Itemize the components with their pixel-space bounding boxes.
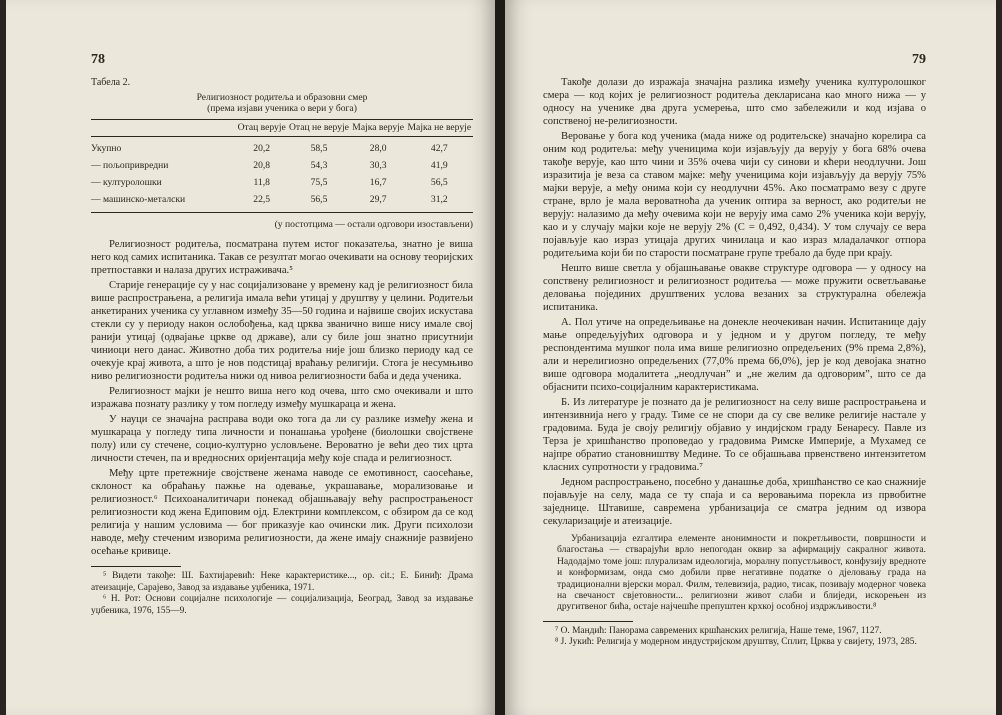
table-cell: 20,2 [253,143,271,154]
table-row [91,191,473,213]
block-quote: Урбанизација ezгaлтира елементе анонимности и покретљивости, површности и благостања — стварајући врло непогодан оквир за афирмацију сакралног живота. Надодајмо томе још: плурализам идеологија, моралну попустљивост, конфузију вредноте и конформизам, онда смо добили прве негативне податке о дјеловању града на традиционални вјерски морал. Филм, телевизија, радио, тисак, позивају модерног човека на свечаност свјетовности... религиозни живот слаби и блиједи, искорењен из другитвеног бића, остаје најчешће препуштен крхкој особној издржљивости.⁸ [557,533,926,613]
table-row-label: — машинско-металски [91,191,236,213]
body-paragraph: А. Пол утиче на опредељивање на донекле неочекиван начин. Испитанице дају мање опредељујућих одговора и у једном и у другом погледу, те међу респондентима мушког пола има више религиозно опредељених (9% према 2,8%), али и нерелигиозно опредељених (77,0% према 66,0%), јер је код девојака знатно више одговора модалитета „неодлучан” и „не желим да одговорим”, што се да објаснити психо-социјалним карактеристикама. [543,317,926,393]
page-number-left: 78 [91,52,105,67]
table-cell: 29,7 [351,191,406,213]
footnote: ⁵ Видети такође: Ш. Бахтијаревић: Неке карактеристике..., op. cit.; Е. Биниђ: Драма атеизације, Сарајево, Завод за издавање уџбеника, 1971. [91,571,473,593]
body-paragraph: Старије генерације су у нас социјализоване у времену кад је религиозност била више распрострањена, а религија имала већи утицај у друштву у целини. Родитељи анкетираних ученика су углавном између 35—50 година и највише својих искустава стекли су у периоду након ослобођења, кад црква званично више нису имале свој ранији утицај (одвајање цркве од државе), али су биле још знатно присутнији чиниоци него данас. Животно доба тих родитеља није још близко периоду кад се очекује крај живота, а што је нов подстицај враћању религији. Стога је несумњиво ниво религиозности родитеља нижи од нивоа религиозности баба и деда ученика. [91,280,473,382]
footnote-divider [91,566,181,567]
body-paragraph: Такође долази до изражаја значајна разлика између ученика културолошког смера — код којих је религиозност родитеља декларисана као много нижа — у односу на ученике два друга усмерења, што смо забележили и код изјава о сопственој не-религиозности. [543,77,926,127]
table-row [91,174,473,191]
body-paragraph: Религиозност родитеља, посматрана путем истог показатеља, знатно је виша него код самих испитаника. Такав се резултат могао очекивати на основу теоријских претпоставки и налаза других истраживача.⁵ [91,239,473,276]
table-cell: 28,0 [369,143,387,154]
table-cell: 56,5 [430,177,448,188]
table-row-label: — културолошки [91,177,162,188]
table-caption-line1: Религиозност родитеља и образовни смер [196,92,368,103]
right-page [505,0,996,715]
body-paragraph: Веровање у бога код ученика (мада ниже од родитељске) значајно корелира са оним код родитеља: међу ученицима који изјављују да верују у бога 68% очева такође верује, као што чини и 35% очева чији су синови и кћери неодлучни. Још изразитија је веза са ставом мајке: међу ученицима који изјављују да верују 75% мајки верује, а међу онима који су неодлучни 45%. Ако посматрамо везу с друге стране, врло је мала вероватноћа да ученик оптира за верност, ако родитељи не верују: налазимо да међу очевима који не верују има само 2% ученика који верују, као и у случају мајки које не верују 2% (C = 0,492, 0,434). У том случају се вера појављује као израз утицаја других чинилаца и као израз младалачког отпора родитељима који би по старости посматране групе требало да буде при крају. [543,131,926,259]
footnote: ⁸ J. Јукић: Религија у модерном индустријском друштву, Сплит, Црква у свијету, 1973, 285. [555,637,917,648]
table-header-cell [91,120,236,137]
table-cell: 58,5 [310,143,328,154]
body-paragraph: Међу црте претежније својствене женама наводе се емотивност, саосећање, склоност ка обраћању пажње на одевање, украшавање, морализовање и религиозност.⁶ Психоаналитичари понекад објашњавају већу распрострањеност религиозности код жена Едиповим ојд. Електрини комплексом, с обзиром да се код религија у нашим условима — бог приказује као очински лик. Други психолози наводе, међу стеченим изворима религиозности, да жене имају снажније развијено осећање кривице. [91,468,473,557]
table-cell: 75,5 [310,177,328,188]
table-row [91,157,473,174]
page-number-right: 79 [912,52,926,67]
table-header-cell: Отац не верује [287,120,351,137]
table-row [91,137,473,158]
body-paragraph: Једном распрострањено, посебно у данашње доба, хришћанство се као снажније појављује на селу, мада се ту спаја и са веровањима порекла из првобитне заједнице. Штавише, савремена урбанизација се сматра једним од извора секуларизације и атеизације. [543,477,926,527]
table-cell: 20,8 [253,160,271,171]
table-cell: 56,5 [287,191,351,213]
table-cell: 54,3 [310,160,328,171]
table-cell: 11,8 [253,177,270,188]
table-cell: 41,9 [430,160,448,171]
table-header-cell: Мајка не верује [406,120,473,137]
table-header-cell: Мајка верује [351,120,406,137]
footnote-divider [543,621,633,622]
religiosity-table [91,119,473,213]
table-cell: 42,7 [430,143,448,154]
body-paragraph: Нешто више светла у објашњавање овакве структуре одговора — у односу на сопствену религиозност и религиозност родитеља — може пружити осветљавање деловања појединих друштвених услова везаних за структурална обележја испитаника. [543,263,926,313]
table-row-label: Укупно [91,143,122,154]
footnote: ⁶ Н. Рот: Основи социјалне психологије — социјализација, Београд, Завод за издавање уџбеника, 1976, 155—9. [91,594,473,616]
table-cell: 31,2 [406,191,473,213]
body-paragraph: Религиозност мајки је нешто виша него код очева, што смо очекивали и што изражава познату разлику у том погледу између мушкараца и жена. [91,386,473,410]
table-cell: 16,7 [369,177,387,188]
table-caption-line2: (према изјави ученика о вери у бога) [207,103,357,114]
table-note: (у постотцима — остали одговори изостављени) [274,219,473,230]
left-page [6,0,495,715]
table-cell: 22,5 [236,191,287,213]
table-header-cell: Отац верује [236,120,287,137]
body-paragraph: У науци се значајна расправа води око тога да ли су разлике између жена и мушкараца у погледу типа личности и понашања урођене (биолошки својствене полу) или су стечене, социо-културно условљене. Вероватно је већи део тих црта личности стечен, па и вредносних оријентација међу које спада и религиозност. [91,414,473,464]
table-cell: 30,3 [369,160,387,171]
table-label: Табела 2. [91,77,131,88]
table-row-label: — пољопривредни [91,160,169,171]
table-header-row [91,120,473,137]
book-gutter [495,0,505,715]
table-caption [91,92,473,114]
body-paragraph: Б. Из литературе је познато да је религиозност на селу више распрострањена и интензивнија него у граду. Тиме се не спори да су све велике религије настале у градовима. Буда је своју религију објавио у индијском граду Бенаресу. Павле из Терза је хришћанство проповедао у градовима Римске Империје, а Мухамед се најпре обратио становништву Медине. То се објашњава првенствено интензитетом класних супротности у градовима.⁷ [543,397,926,473]
footnote: ⁷ О. Мандић: Панорама савремених кршћанских религија, Наше теме, 1967, 1127. [555,625,882,636]
